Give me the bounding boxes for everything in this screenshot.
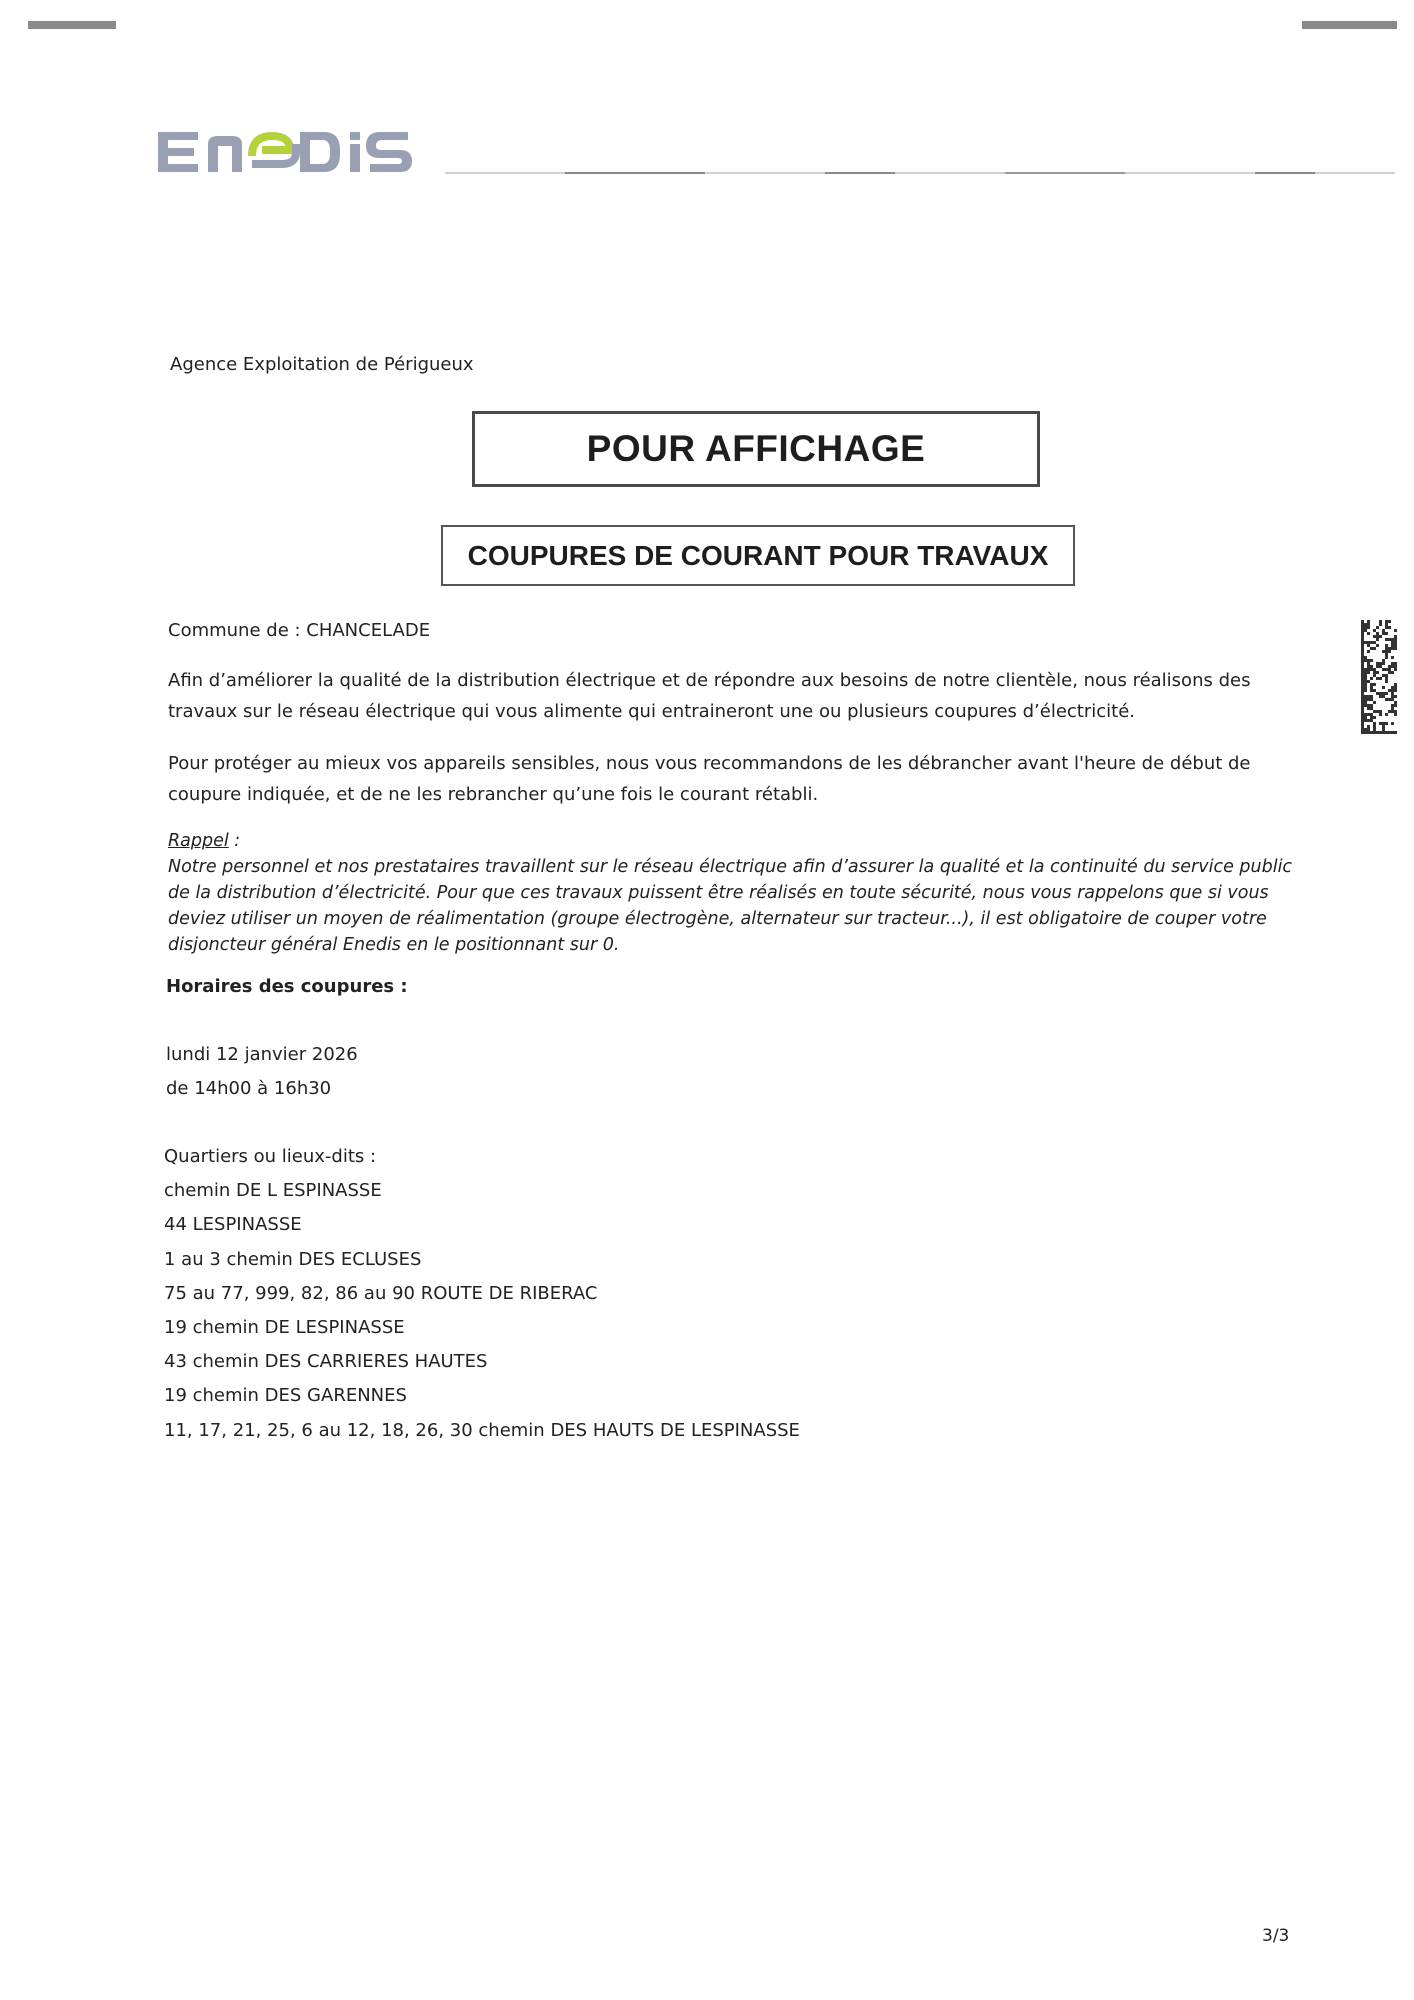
commune-line: Commune de : CHANCELADE (168, 620, 431, 641)
rappel-block (168, 828, 1318, 958)
protect-paragraph: Pour protéger au mieux vos appareils sensibles, nous vous recommandons de les débrancher avant l'heure de début de coupure indiquée, et de ne les rebrancher qu’une fois le courant rétabli. (168, 753, 1251, 805)
scan-mark-right (1302, 21, 1397, 29)
outage-date: lundi 12 janvier 2026 (166, 1044, 358, 1065)
rappel-heading (168, 828, 1318, 854)
horaires-title: Horaires des coupures : (166, 976, 408, 997)
agency-name: Agence Exploitation de Périgueux (170, 354, 474, 375)
rappel-label: Rappel (168, 831, 229, 851)
list-item: 11, 17, 21, 25, 6 au 12, 18, 26, 30 chemin DES HAUTS DE LESPINASSE (164, 1419, 800, 1441)
datamatrix-code (1361, 620, 1397, 734)
list-item: 44 LESPINASSE (164, 1214, 302, 1236)
intro-paragraph: Afin d’améliorer la qualité de la distribution électrique et de répondre aux besoins de notre clientèle, nous réalisons des travaux sur le réseau électrique qui vous alimente qui entraineront une ou plusieurs coupures d’électricité. (168, 670, 1251, 722)
list-item: 19 chemin DE LESPINASSE (164, 1317, 405, 1339)
page-number: 3/3 (1262, 1926, 1290, 1946)
subtitle-box (441, 525, 1075, 586)
header-rule (445, 171, 1395, 175)
scan-mark-left (28, 21, 116, 29)
title-box (472, 411, 1040, 487)
enedis-logo (156, 122, 426, 182)
list-item: 19 chemin DES GARENNES (164, 1385, 407, 1407)
schedule (166, 1038, 358, 1106)
quartiers-title: Quartiers ou lieux-dits : (164, 1146, 377, 1167)
subtitle-box-text: COUPURES DE COURANT POUR TRAVAUX (467, 539, 1049, 571)
rappel-colon: : (228, 831, 241, 851)
list-item: 1 au 3 chemin DES ECLUSES (164, 1248, 422, 1270)
list-item: 43 chemin DES CARRIERES HAUTES (164, 1351, 488, 1373)
quartiers-list (164, 1140, 800, 1448)
rappel-text: Notre personnel et nos prestataires travaillent sur le réseau électrique afin d’assurer la qualité et la continuité du service public de la distribution d’électricité. Pour que ces travaux puissent être réalisés en toute sécurité, nous vous rappelons que si vous deviez utiliser un moyen de réalimentation (groupe électrogène, alternateur sur tracteur...), il est obligatoire de couper votre disjoncteur général Enedis en le positionnant sur 0. (168, 857, 1293, 955)
title-box-text: POUR AFFICHAGE (586, 428, 926, 469)
outage-time: de 14h00 à 16h30 (166, 1078, 332, 1099)
list-item: 75 au 77, 999, 82, 86 au 90 ROUTE DE RIBERAC (164, 1282, 598, 1304)
list-item: chemin DE L ESPINASSE (164, 1180, 382, 1202)
